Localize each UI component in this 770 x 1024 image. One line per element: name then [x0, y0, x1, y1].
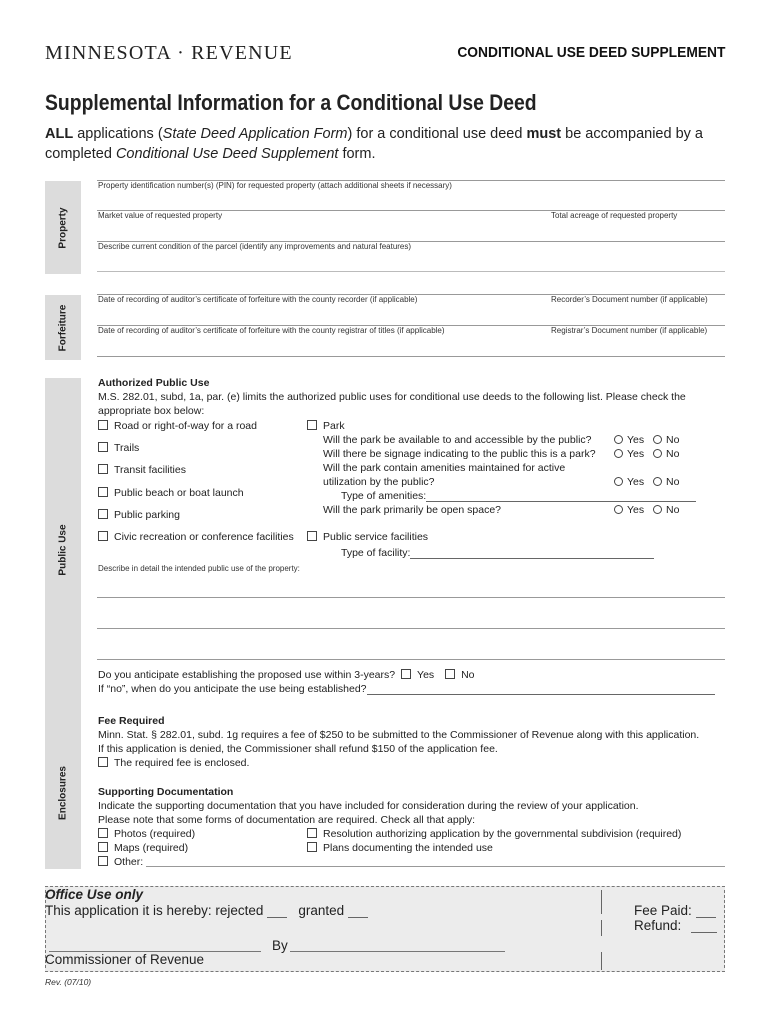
office-left-border [45, 890, 46, 968]
option-photos[interactable]: Photos (required) [98, 828, 195, 840]
checkbox[interactable] [307, 828, 317, 838]
checkbox[interactable] [307, 531, 317, 541]
checkbox[interactable] [98, 442, 108, 452]
q3-no[interactable]: No [653, 476, 679, 488]
checkbox[interactable] [98, 464, 108, 474]
option-resolution[interactable]: Resolution authorizing application by the governmental subdivision (required) [307, 828, 681, 840]
acreage-label: Total acreage of requested property [551, 211, 678, 220]
condition-field[interactable] [97, 271, 725, 272]
bracket-bottom [601, 952, 602, 970]
doc-heading: Supporting Documentation [98, 786, 234, 798]
granted-field[interactable] [348, 907, 368, 918]
q1-yes[interactable]: Yes [614, 434, 644, 446]
checkbox[interactable] [98, 828, 108, 838]
park-question-3b: utilization by the public? [323, 476, 435, 488]
recorder-doc-label: Recorder’s Document number (if applicable) [551, 295, 708, 304]
option-other[interactable]: Other: [98, 856, 143, 868]
public-use-desc-2: appropriate box below: [98, 405, 205, 417]
q4-yes[interactable]: Yes [614, 504, 644, 516]
option-parking[interactable]: Public parking [98, 509, 180, 521]
q1-no[interactable]: No [653, 434, 679, 446]
option-transit[interactable]: Transit facilities [98, 464, 186, 476]
page-title: Supplemental Information for a Conditional Use Deed [45, 90, 537, 115]
document-title: CONDITIONAL USE DEED SUPPLEMENT [456, 44, 725, 61]
minnesota-revenue-logo: MINNESOTA · REVENUE [45, 42, 293, 64]
checkbox[interactable] [98, 856, 108, 866]
anticipate-no-checkbox[interactable] [445, 669, 455, 679]
checkbox[interactable] [307, 842, 317, 852]
option-beach[interactable]: Public beach or boat launch [98, 487, 244, 499]
office-use-box [45, 886, 725, 972]
describe-line-2[interactable] [97, 628, 725, 629]
park-question-3: Will the park contain amenities maintained for active [323, 462, 566, 474]
office-status-line: This application it is hereby: rejected granted [45, 903, 368, 918]
radio[interactable] [614, 435, 623, 444]
by-label: By [272, 938, 288, 953]
section-tab-property: Property [45, 181, 81, 274]
radio[interactable] [614, 505, 623, 514]
checkbox[interactable] [98, 487, 108, 497]
if-no-field[interactable]: If “no”, when do you anticipate the use being established? [98, 683, 715, 695]
anticipate-question: Do you anticipate establishing the proposed use within 3-years? Yes No [98, 669, 475, 681]
radio[interactable] [653, 449, 662, 458]
public-use-desc: M.S. 282.01, subd, 1a, par. (e) limits the authorized public uses for conditional use deeds to the following list. Please check the [98, 391, 686, 403]
option-road[interactable]: Road or right-of-way for a road [98, 420, 257, 432]
checkbox[interactable] [98, 531, 108, 541]
checkbox[interactable] [98, 842, 108, 852]
refund-field[interactable]: Refund: [634, 918, 717, 933]
office-right-border [724, 890, 725, 968]
radio[interactable] [614, 477, 623, 486]
park-question-4: Will the park primarily be open space? [323, 504, 501, 516]
office-bottom-border [45, 971, 725, 972]
office-title: Office Use only [45, 887, 144, 902]
amenities-field[interactable]: Type of amenities: [341, 490, 696, 502]
condition-label: Describe current condition of the parcel (identify any improvements and natural features) [98, 242, 412, 251]
describe-line-1[interactable] [97, 597, 725, 598]
checkbox[interactable] [307, 420, 317, 430]
option-public-service[interactable]: Public service facilities [307, 531, 428, 543]
park-question-2: Will there be signage indicating to the public this is a park? [323, 448, 596, 460]
q3-yes[interactable]: Yes [614, 476, 644, 488]
doc-text-1: Indicate the supporting documentation that you have included for consideration during the review of your application. [98, 800, 639, 812]
registrar-date-label: Date of recording of auditor’s certificate of forfeiture with the county registrar of titles (if applicable) [98, 326, 445, 335]
bracket-top [601, 890, 602, 914]
fee-paid-field[interactable]: Fee Paid: [634, 903, 716, 918]
describe-use-label: Describe in detail the intended public use of the property: [98, 564, 300, 573]
fee-heading: Fee Required [98, 715, 165, 727]
radio[interactable] [653, 435, 662, 444]
other-field[interactable] [146, 866, 725, 867]
commissioner-label: Commissioner of Revenue [45, 952, 205, 967]
fee-text-2: If this application is denied, the Commissioner shall refund $150 of the application fee. [98, 743, 498, 755]
park-question-1: Will the park be available to and accessible by the public? [323, 434, 592, 446]
option-park[interactable]: Park [307, 420, 345, 432]
by-field[interactable] [290, 951, 505, 952]
recorder-date-label: Date of recording of auditor’s certificate of forfeiture with the county recorder (if applicable) [98, 295, 418, 304]
pin-label: Property identification number(s) (PIN) for requested property (attach additional sheets if necessary) [98, 181, 452, 190]
anticipate-yes-checkbox[interactable] [401, 669, 411, 679]
section-tab-forfeiture: Forfeiture [45, 295, 81, 360]
fee-text-1: Minn. Stat. § 282.01, subd. 1g requires a fee of $250 to be submitted to the Commissioner of Revenue along with this application. [98, 729, 700, 741]
q2-no[interactable]: No [653, 448, 679, 460]
q4-no[interactable]: No [653, 504, 679, 516]
section-tab-enclosures: Enclosures [45, 716, 81, 869]
office-top-border [45, 886, 725, 887]
registrar-date-field[interactable] [97, 356, 725, 357]
revision-label: Rev. (07/10) [45, 977, 92, 987]
describe-line-3[interactable] [97, 659, 725, 660]
public-use-heading: Authorized Public Use [98, 377, 210, 389]
market-value-label: Market value of requested property [98, 211, 223, 220]
rejected-field[interactable] [267, 907, 287, 918]
option-maps[interactable]: Maps (required) [98, 842, 188, 854]
intro-paragraph: ALL applications (State Deed Application Form) for a conditional use deed must be accompanied by a completed Conditional Use Deed Supplement form. [45, 126, 703, 162]
section-tab-public-use: Public Use [45, 378, 81, 722]
radio[interactable] [653, 477, 662, 486]
bracket-mid [601, 920, 602, 936]
checkbox[interactable] [98, 509, 108, 519]
checkbox[interactable] [98, 420, 108, 430]
registrar-doc-label: Registrar’s Document number (if applicable) [551, 326, 708, 335]
fee-enclosed-option[interactable]: The required fee is enclosed. [98, 757, 249, 769]
option-civic[interactable]: Civic recreation or conference facilities [98, 531, 294, 543]
radio[interactable] [614, 449, 623, 458]
checkbox[interactable] [98, 757, 108, 767]
facility-field[interactable]: Type of facility: [341, 547, 654, 559]
q2-yes[interactable]: Yes [614, 448, 644, 460]
option-trails[interactable]: Trails [98, 442, 139, 454]
option-plans[interactable]: Plans documenting the intended use [307, 842, 493, 854]
radio[interactable] [653, 505, 662, 514]
doc-text-2: Please note that some forms of documentation are required. Check all that apply: [98, 814, 476, 826]
